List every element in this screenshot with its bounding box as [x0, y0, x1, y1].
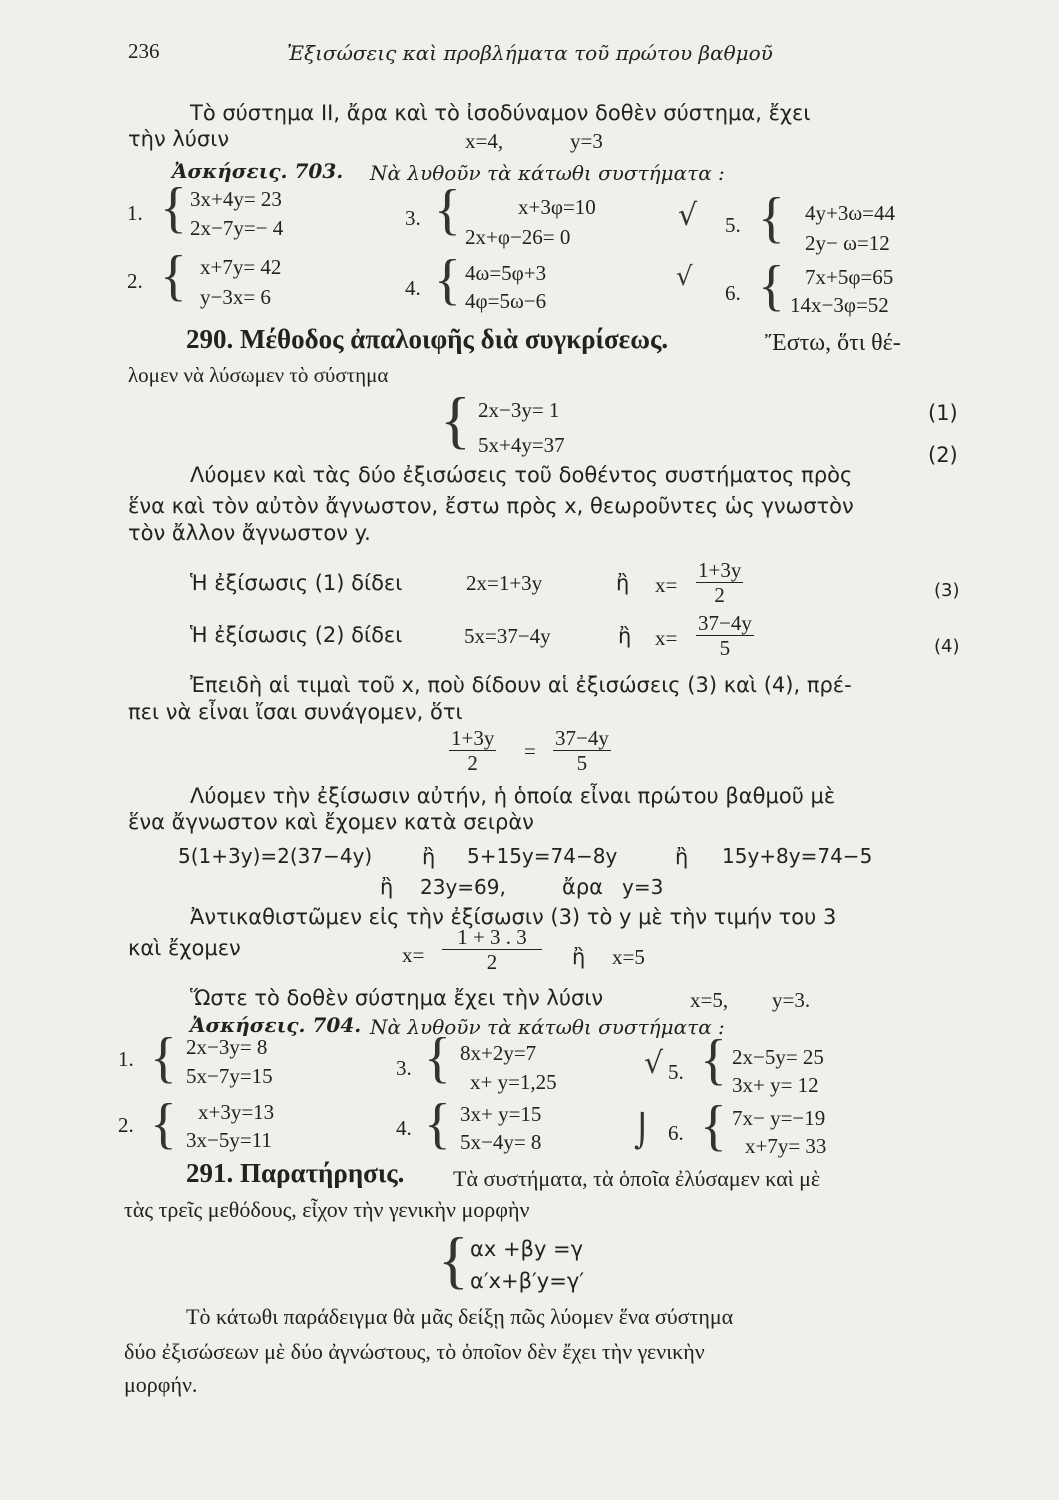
- step-or: ἢ: [616, 571, 630, 595]
- paragraph-line: δύο ἐξισώσεων μὲ δύο ἀγνώστους, τὸ ὁποῖον δὲν ἔχει τὴν γενικὴν: [124, 1339, 705, 1364]
- system-brace: {: [150, 1093, 177, 1155]
- check-mark: √: [678, 198, 698, 233]
- fraction-denominator: 2: [486, 950, 498, 974]
- system-brace: {: [440, 384, 471, 455]
- paragraph-line: ἕνα καὶ τὸν αὐτὸν ἄγνωστον, ἔστω πρὸς x, θεωροῦντες ὡς γνωστὸν: [128, 494, 854, 518]
- paragraph-line: τὸν ἄλλον ἄγνωστον y.: [128, 521, 371, 545]
- paragraph-line: Ὥστε τὸ δοθὲν σύστημα ἔχει τὴν λύσιν: [190, 986, 604, 1010]
- system-number: 6.: [668, 1121, 684, 1145]
- fraction-numerator: 37−4y: [555, 726, 609, 750]
- chain-word: ἄρα: [562, 875, 604, 899]
- fraction-denominator: 2: [714, 583, 725, 607]
- system-number: 3.: [405, 206, 421, 230]
- paragraph-line: πει νὰ εἶναι ἴσαι συνάγομεν, ὅτι: [128, 700, 463, 724]
- fraction-denominator: 2: [467, 751, 478, 775]
- fraction-numerator: 1+3y: [698, 558, 742, 582]
- handwritten-mark: ⌡: [634, 1112, 651, 1150]
- step-text: Ἡ ἐξίσωσις (2) δίδει: [190, 623, 403, 647]
- equation: x+3y=13: [198, 1100, 275, 1124]
- paragraph-line: Ἐπειδὴ αἱ τιμαὶ τοῦ x, ποὺ δίδουν αἱ ἐξισώσεις (3) καὶ (4), πρέ-: [190, 673, 852, 697]
- system-number: 3.: [396, 1056, 412, 1080]
- equation-1: αx +βy =γ: [470, 1237, 584, 1261]
- equation: 3x+ y= 12: [732, 1073, 819, 1097]
- system-brace: {: [160, 177, 187, 239]
- fraction-numerator: 1 + 3 . 3: [442, 925, 542, 950]
- step-lhs: x=: [655, 573, 678, 597]
- chain-or: ἢ: [422, 845, 436, 869]
- system-brace: {: [424, 1093, 451, 1155]
- intro-line-2: τὴν λύσιν: [128, 127, 230, 151]
- system-number: 1.: [127, 201, 143, 225]
- page-number: 236: [128, 39, 160, 63]
- fraction-denominator: 5: [576, 751, 588, 775]
- equation: x+7y= 42: [200, 255, 282, 279]
- system-brace: {: [700, 1029, 727, 1091]
- equation: 3x+ y=15: [460, 1102, 542, 1126]
- system-brace: {: [424, 1027, 451, 1089]
- fraction-denominator: 5: [719, 636, 731, 660]
- running-title: Ἐξισώσεις καὶ προβλήματα τοῦ πρώτου βαθμοῦ: [287, 41, 773, 65]
- final-x: x=5,: [690, 988, 729, 1012]
- system-number: 4.: [396, 1116, 412, 1140]
- chain-term: 5+15y=74−8y: [467, 844, 618, 868]
- system-number: 2.: [118, 1113, 134, 1137]
- equation: 2y− ω=12: [805, 231, 890, 255]
- solution-y: y=3: [570, 129, 603, 153]
- paragraph-line: Λύομεν καὶ τὰς δύο ἐξισώσεις τοῦ δοθέντος συστήματος πρὸς: [190, 463, 853, 487]
- solution-x: x=4,: [465, 129, 504, 153]
- section-291-text-1: Τὰ συστήματα, τὰ ὁποῖα ἐλύσαμεν καὶ μὲ: [453, 1166, 821, 1191]
- fraction: [449, 726, 496, 775]
- system-brace: {: [434, 179, 461, 241]
- equation: x+ y=1,25: [470, 1070, 557, 1094]
- system-number: 2.: [127, 269, 143, 293]
- exercises-703-text: Νὰ λυθοῦν τὰ κάτωθι συστήματα :: [370, 161, 725, 185]
- x-result: x=5: [612, 945, 645, 969]
- section-291-text-2: τὰς τρεῖς μεθόδους, εἶχον τὴν γενικὴν μορφὴν: [124, 1197, 530, 1222]
- equation: 2x−7y=− 4: [190, 216, 284, 240]
- check-mark: √: [676, 262, 693, 292]
- step-expression: 2x=1+3y: [466, 571, 543, 595]
- equation-label-4: (4): [934, 636, 960, 657]
- equation-1: 2x−3y= 1: [478, 398, 560, 422]
- equation: 2x+φ−26= 0: [465, 225, 571, 249]
- chain-or: ἢ: [675, 845, 689, 869]
- section-291-title: 291. Παρατήρησις.: [186, 1158, 405, 1188]
- chain-term: y=3: [622, 875, 664, 899]
- system-brace: {: [700, 1095, 727, 1157]
- intro-line-1: Τὸ σύστημα ΙΙ, ἄρα καὶ τὸ ἰσοδύναμον δοθὲν σύστημα, ἔχει: [190, 101, 811, 125]
- equation-2: α′x+β′y=γ′: [470, 1269, 585, 1293]
- equation: 14x−3φ=52: [790, 293, 889, 317]
- final-y: y=3.: [772, 988, 811, 1012]
- equation-2: 5x+4y=37: [478, 433, 565, 457]
- equation-label-2: (2): [928, 443, 958, 467]
- system-number: 5.: [668, 1060, 684, 1084]
- system-number: 4.: [405, 276, 421, 300]
- check-mark: √: [644, 1046, 664, 1081]
- system-brace: {: [150, 1027, 177, 1089]
- section-290-intro-rest: Ἔστω, ὅτι θέ-: [765, 330, 901, 356]
- fraction: [696, 611, 754, 660]
- equation: 4φ=5ω−6: [465, 289, 547, 313]
- equation: 2x−3y= 8: [186, 1035, 268, 1059]
- equation: x+3φ=10: [518, 195, 596, 219]
- system-number: 6.: [725, 281, 741, 305]
- equation: 7x+5φ=65: [805, 265, 894, 289]
- equation-label-1: (1): [928, 401, 958, 425]
- paragraph-line: Ἀντικαθιστῶμεν εἰς τὴν ἐξίσωσιν (3) τὸ y μὲ τὴν τιμήν του 3: [190, 905, 837, 929]
- system-brace: {: [160, 245, 187, 307]
- equation: 4y+3ω=44: [805, 201, 896, 225]
- exercises-703-label: Ἀσκήσεις. 703.: [172, 159, 344, 183]
- fraction-numerator: 37−4y: [698, 611, 752, 635]
- equation: 8x+2y=7: [460, 1041, 537, 1065]
- step-expression: 5x=37−4y: [464, 624, 551, 648]
- paragraph-line: ἕνα ἄγνωστον καὶ ἔχομεν κατὰ σειρὰν: [128, 810, 534, 834]
- chain-term: 15y+8y=74−5: [722, 844, 873, 868]
- paragraph-line: καὶ ἔχομεν: [128, 936, 241, 960]
- fraction: [696, 558, 743, 607]
- equals-sign: =: [524, 739, 536, 763]
- fraction-numerator: 1+3y: [451, 726, 495, 750]
- step-lhs: x=: [402, 943, 425, 967]
- chain-term: 5(1+3y)=2(37−4y): [178, 844, 373, 868]
- section-290-title: 290. Μέθοδος ἀπαλοιφῆς διὰ συγκρίσεως.: [186, 324, 669, 354]
- paragraph-line: Λύομεν τὴν ἐξίσωσιν αὐτήν, ἡ ὁποία εἶναι πρώτου βαθμοῦ μὲ: [190, 784, 836, 808]
- paragraph-line: μορφήν.: [124, 1372, 198, 1397]
- equation: 3x−5y=11: [186, 1128, 272, 1152]
- system-brace: {: [758, 255, 785, 317]
- equation: x+7y= 33: [745, 1134, 827, 1158]
- exercises-704-text: Νὰ λυθοῦν τὰ κάτωθι συστήματα :: [370, 1015, 725, 1039]
- equation: 3x+4y= 23: [190, 187, 282, 211]
- fraction: [553, 726, 611, 775]
- chain-or: ἢ: [380, 875, 394, 899]
- system-brace: {: [434, 249, 461, 311]
- system-number: 5.: [725, 213, 741, 237]
- system-brace: {: [758, 187, 785, 249]
- system-brace: {: [438, 1224, 469, 1295]
- step-text: Ἡ ἐξίσωσις (1) δίδει: [190, 571, 403, 595]
- paragraph-line: Τὸ κάτωθι παράδειγμα θὰ μᾶς δείξῃ πῶς λύομεν ἕνα σύστημα: [186, 1304, 734, 1329]
- equation: 5x−7y=15: [186, 1064, 273, 1088]
- equation: 5x−4y= 8: [460, 1130, 542, 1154]
- fraction: [442, 925, 542, 974]
- chain-term: 23y=69,: [420, 875, 506, 899]
- section-290-line-2: λομεν νὰ λύσωμεν τὸ σύστημα: [128, 363, 389, 387]
- equation: y−3x= 6: [200, 285, 271, 309]
- equation-label-3: (3): [934, 580, 960, 601]
- step-or: ἢ: [572, 945, 586, 969]
- system-number: 1.: [118, 1047, 134, 1071]
- equation: 2x−5y= 25: [732, 1045, 824, 1069]
- equation: 7x− y=−19: [732, 1106, 826, 1130]
- step-lhs: x=: [655, 626, 678, 650]
- equation: 4ω=5φ+3: [465, 261, 547, 285]
- step-or: ἢ: [618, 624, 632, 648]
- exercises-704-label: Ἀσκήσεις. 704.: [190, 1013, 362, 1037]
